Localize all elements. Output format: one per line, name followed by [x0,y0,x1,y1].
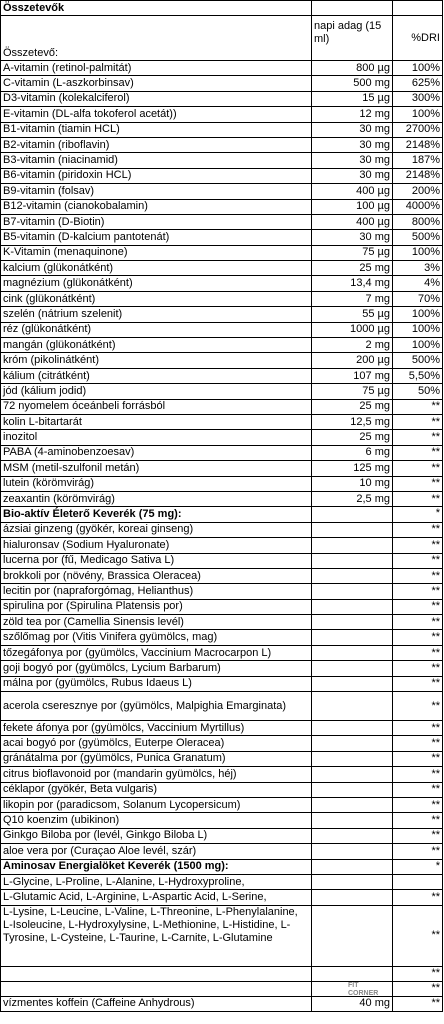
ingredient-name: lutein (körömvirág) [1,476,312,491]
dri-value: ** [393,414,443,429]
table-row [1,721,443,736]
daily-amount: 2,5 mg [312,491,393,506]
table-row [1,844,443,859]
table-row [1,996,443,1011]
table-row [1,245,443,260]
ingredient-name: C-vitamin (L-aszkorbinsav) [1,76,312,91]
ingredient-name: 72 nyomelem óceánbeli forrásból [1,399,312,414]
table-row [1,122,443,137]
header-ingredient: Összetevő: [1,16,312,61]
dri-value: * [393,859,443,874]
ingredient-name: lecitin por (napraforgómag, Helianthus) [1,584,312,599]
daily-amount: 6 mg [312,445,393,460]
section-heading: Bio-aktív Életerő Keverék (75 mg): [1,507,312,522]
table-row [1,76,443,91]
dri-value: ** [393,981,443,996]
table-row [1,782,443,797]
ingredient-name: szelén (nátrium szelenit) [1,307,312,322]
table-title: Összetevők [1,1,312,16]
daily-amount: 2 mg [312,338,393,353]
dri-value: ** [393,399,443,414]
dri-value: ** [393,430,443,445]
ingredient-name [1,981,312,996]
table-row [1,307,443,322]
ingredient-name: B5-vitamin (D-kalcium pantotenát) [1,230,312,245]
table-row [1,538,443,553]
daily-amount [312,721,393,736]
ingredient-name: szőlőmag por (Vitis Vinifera gyümölcs, mag) [1,630,312,645]
daily-amount: 30 mg [312,137,393,152]
dri-value: ** [393,721,443,736]
dri-value: 625% [393,76,443,91]
daily-amount [312,874,393,889]
daily-amount [312,553,393,568]
dri-value: ** [393,813,443,828]
daily-amount: 400 µg [312,214,393,229]
daily-amount [312,890,393,905]
dri-value: ** [393,905,443,966]
daily-amount: 40 mg [312,996,393,1011]
dri-value: ** [393,461,443,476]
table-row [1,61,443,76]
daily-amount [312,736,393,751]
dri-value: 4000% [393,199,443,214]
dri-value: ** [393,538,443,553]
dri-value: 2148% [393,168,443,183]
ingredient-name: mangán (glükonátként) [1,338,312,353]
table-row [1,522,443,537]
table-row [1,553,443,568]
daily-amount [312,828,393,843]
table-row [1,91,443,106]
daily-amount [312,661,393,676]
table-row [1,430,443,445]
header-dri: %DRI [393,16,443,61]
table-row [1,291,443,306]
table-row [1,168,443,183]
daily-amount: 107 mg [312,368,393,383]
dri-value: 5,50% [393,368,443,383]
daily-amount: 1000 µg [312,322,393,337]
daily-amount [312,813,393,828]
table-row [1,905,443,966]
ingredient-name: zeaxantin (körömvirág) [1,491,312,506]
table-row [1,692,443,721]
table-row [1,137,443,152]
dri-value: 4% [393,276,443,291]
daily-amount [312,859,393,874]
dri-value: 187% [393,153,443,168]
daily-amount [312,905,393,966]
dri-value: 2148% [393,137,443,152]
ingredient-name: réz (glükonátként) [1,322,312,337]
table-row [1,461,443,476]
table-row [1,767,443,782]
daily-amount: 13,4 mg [312,276,393,291]
ingredient-name: B3-vitamin (niacinamid) [1,153,312,168]
dri-value: 300% [393,91,443,106]
table-row [1,890,443,905]
ingredient-name: aloe vera por (Curaçao Aloe levél, szár) [1,844,312,859]
dri-value: ** [393,445,443,460]
table-row [1,353,443,368]
table-row [1,399,443,414]
daily-amount [312,599,393,614]
dri-value: 100% [393,107,443,122]
dri-value: ** [393,996,443,1011]
ingredient-name: E-vitamin (DL-alfa tokoferol acetát)) [1,107,312,122]
dri-value: ** [393,584,443,599]
table-row [1,828,443,843]
ingredient-name: B1-vitamin (tiamin HCL) [1,122,312,137]
daily-amount: 25 mg [312,399,393,414]
dri-value: ** [393,828,443,843]
dri-value: ** [393,966,443,981]
dri-value: 800% [393,214,443,229]
ingredient-name: acai bogyó por (gyümölcs, Euterpe Oleracea) [1,736,312,751]
daily-amount [312,797,393,812]
dri-value: 2700% [393,122,443,137]
ingredient-name: spirulina por (Spirulina Platensis por) [1,599,312,614]
table-row [1,414,443,429]
ingredient-name: gránátalma por (gyümölcs, Punica Granatum) [1,751,312,766]
dri-value: ** [393,676,443,691]
table-row [1,966,443,981]
daily-amount: 7 mg [312,291,393,306]
ingredient-name: A-vitamin (retinol-palmitát) [1,61,312,76]
table-row [1,661,443,676]
daily-amount: 30 mg [312,122,393,137]
daily-amount [312,645,393,660]
dri-value: ** [393,568,443,583]
dri-value: 100% [393,245,443,260]
dri-value: 500% [393,353,443,368]
ingredient-name: jód (kálium jodid) [1,384,312,399]
dri-value: ** [393,767,443,782]
table-row [1,445,443,460]
daily-amount: 25 mg [312,430,393,445]
ingredient-name: króm (pikolinátként) [1,353,312,368]
table-row [1,630,443,645]
dri-value: 70% [393,291,443,306]
table-row [1,476,443,491]
daily-amount: 200 µg [312,353,393,368]
ingredient-name: céklapor (gyökér, Beta vulgaris) [1,782,312,797]
ingredient-name [1,966,312,981]
ingredient-name: D3-vitamin (kolekalciferol) [1,91,312,106]
dri-value: ** [393,522,443,537]
dri-value: ** [393,736,443,751]
ingredient-name: zöld tea por (Camellia Sinensis levél) [1,615,312,630]
daily-amount [312,522,393,537]
ingredient-name: inozitol [1,430,312,445]
dri-value: ** [393,476,443,491]
table-row [1,491,443,506]
ingredient-name: magnézium (glükonátként) [1,276,312,291]
daily-amount [312,844,393,859]
table-row [1,599,443,614]
dri-value: ** [393,692,443,721]
ingredient-name: L-Glutamic Acid, L-Arginine, L-Aspartic Acid, L-Serine, [1,890,312,905]
table-row [1,568,443,583]
daily-amount [312,584,393,599]
dri-value: ** [393,599,443,614]
table-row [1,615,443,630]
ingredient-name: tőzegáfonya por (gyümölcs, Vaccinium Macrocarpon L) [1,645,312,660]
daily-amount [312,676,393,691]
daily-amount [312,568,393,583]
ingredient-name: málna por (gyümölcs, Rubus Idaeus L) [1,676,312,691]
ingredient-name: brokkoli por (növény, Brassica Oleracea) [1,568,312,583]
table-row [1,368,443,383]
daily-amount [312,615,393,630]
table-row [1,199,443,214]
header-daily-amount: napi adag (15 ml) [312,16,393,61]
daily-amount [312,767,393,782]
dri-value: 100% [393,322,443,337]
daily-amount [312,692,393,721]
dri-value: ** [393,751,443,766]
daily-amount: 125 mg [312,461,393,476]
section-heading: Aminosav Energialöket Keverék (1500 mg): [1,859,312,874]
dri-value: 500% [393,230,443,245]
table-row [1,736,443,751]
daily-amount: 100 µg [312,199,393,214]
ingredient-name: K-Vitamin (menaquinone) [1,245,312,260]
table-row [1,676,443,691]
table-row [1,645,443,660]
table-row [1,107,443,122]
ingredient-name: PABA (4-aminobenzoesav) [1,445,312,460]
daily-amount [312,751,393,766]
dri-value: 100% [393,338,443,353]
ingredient-name: acerola cseresznye por (gyümölcs, Malpighia Emarginata) [1,692,312,721]
daily-amount: 10 mg [312,476,393,491]
daily-amount: 30 mg [312,153,393,168]
table-row [1,230,443,245]
daily-amount: 12,5 mg [312,414,393,429]
table-row [1,214,443,229]
ingredient-name: Ginkgo Biloba por (levél, Ginkgo Biloba L) [1,828,312,843]
daily-amount: 800 µg [312,61,393,76]
ingredient-name: ázsiai ginzeng (gyökér, koreai ginseng) [1,522,312,537]
ingredient-name: B2-vitamin (riboflavin) [1,137,312,152]
dri-value: ** [393,553,443,568]
daily-amount: 15 µg [312,91,393,106]
ingredient-name: B6-vitamin (piridoxin HCL) [1,168,312,183]
ingredient-name: cink (glükonátként) [1,291,312,306]
daily-amount: 55 µg [312,307,393,322]
table-row [1,276,443,291]
table-row [1,584,443,599]
ingredient-name: Q10 koenzim (ubikinon) [1,813,312,828]
table-row [1,261,443,276]
table-row [1,384,443,399]
ingredient-name: citrus bioflavonoid por (mandarin gyümölcs, héj) [1,767,312,782]
daily-amount: 30 mg [312,230,393,245]
dri-value: 100% [393,307,443,322]
dri-value: ** [393,645,443,660]
dri-value: ** [393,491,443,506]
daily-amount [312,782,393,797]
dri-value: ** [393,661,443,676]
ingredient-name: kolin L-bitartarát [1,414,312,429]
daily-amount: 12 mg [312,107,393,122]
dri-value: ** [393,890,443,905]
ingredient-name: goji bogyó por (gyümölcs, Lycium Barbarum) [1,661,312,676]
bio-section-row [1,507,443,522]
table-row [1,184,443,199]
table-row [1,322,443,337]
ingredient-name: lucerna por (fű, Medicago Sativa L) [1,553,312,568]
ingredient-name: MSM (metil-szulfonil metán) [1,461,312,476]
dri-value [393,874,443,889]
daily-amount: 25 mg [312,261,393,276]
daily-amount: 75 µg [312,245,393,260]
dri-value: ** [393,844,443,859]
ingredient-name: likopin por (paradicsom, Solanum Lycopersicum) [1,797,312,812]
daily-amount: 30 mg [312,168,393,183]
dri-value: 100% [393,61,443,76]
fitcorner-watermark: FIT CORNER [348,982,379,997]
table-header-row [1,16,443,61]
table-row [1,153,443,168]
amino-section-row [1,859,443,874]
daily-amount: 400 µg [312,184,393,199]
table-row [1,751,443,766]
ingredient-name: B12-vitamin (cianokobalamin) [1,199,312,214]
dri-value: ** [393,782,443,797]
dri-value: ** [393,615,443,630]
dri-value: ** [393,630,443,645]
daily-amount: 500 mg [312,76,393,91]
table-row [1,874,443,889]
ingredient-name: kalcium (glükonátként) [1,261,312,276]
dri-value: ** [393,797,443,812]
ingredient-name: L-Lysine, L-Leucine, L-Valine, L-Threonine, L-Phenylalanine, L-Isoleucine, L-Hydroxylysine, L-Methionine, L-Histidine, L-Tyrosine, L-Cysteine, L-Taurine, L-Carnite, L-Glutamine [1,905,312,966]
table-title-row [1,1,443,16]
dri-value: 3% [393,261,443,276]
daily-amount [312,507,393,522]
ingredient-name: hialuronsav (Sodium Hyaluronate) [1,538,312,553]
daily-amount [312,630,393,645]
ingredient-name: vízmentes koffein (Caffeine Anhydrous) [1,996,312,1011]
dri-value: * [393,507,443,522]
dri-value: 50% [393,384,443,399]
daily-amount [312,538,393,553]
ingredient-name: kálium (citrátként) [1,368,312,383]
table-row [1,338,443,353]
ingredient-name: L-Glycine, L-Proline, L-Alanine, L-Hydroxyproline, [1,874,312,889]
table-row [1,813,443,828]
daily-amount: 75 µg [312,384,393,399]
table-row [1,797,443,812]
daily-amount [312,966,393,981]
ingredient-name: B9-vitamin (folsav) [1,184,312,199]
ingredient-name: fekete áfonya por (gyümölcs, Vaccinium Myrtillus) [1,721,312,736]
dri-value: 200% [393,184,443,199]
ingredient-name: B7-vitamin (D-Biotin) [1,214,312,229]
